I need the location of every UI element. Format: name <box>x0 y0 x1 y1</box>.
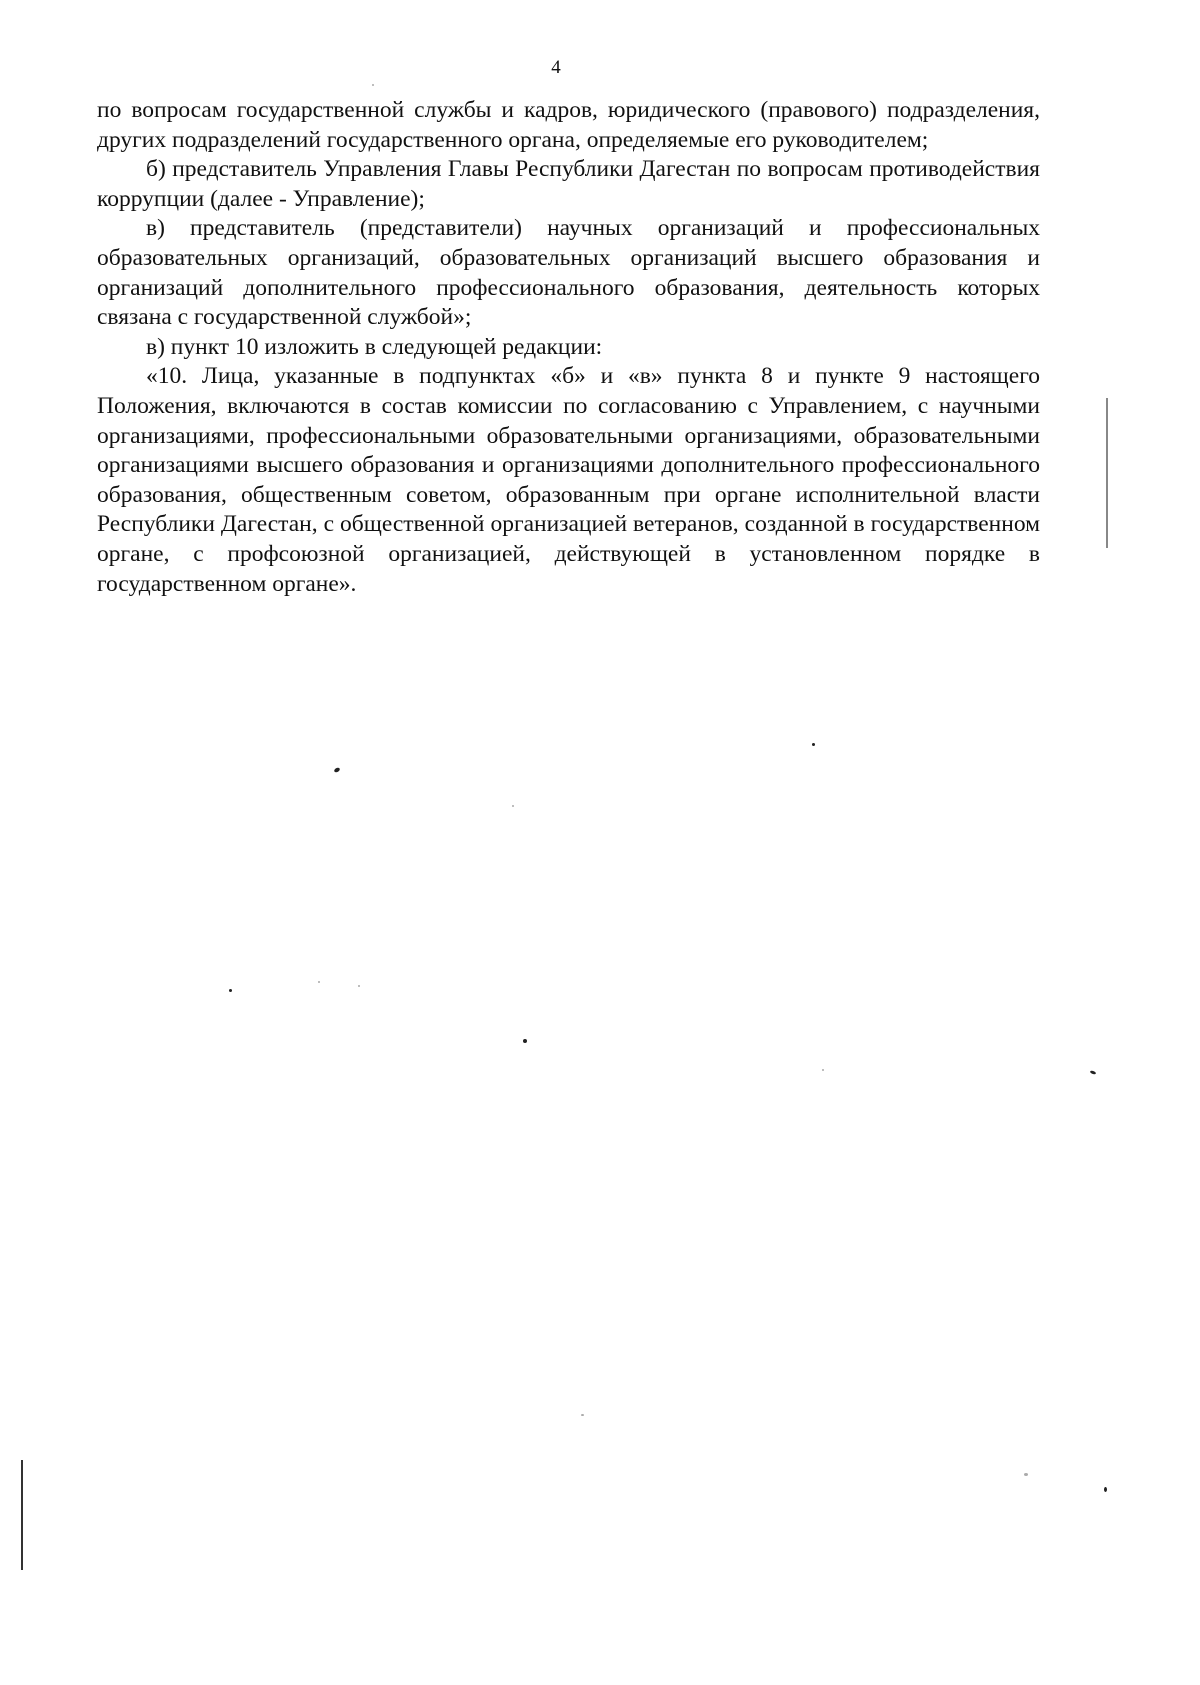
scan-edge-line <box>1106 398 1108 548</box>
scan-speck <box>318 981 320 983</box>
scan-speck <box>372 84 374 86</box>
scan-speck <box>822 1069 824 1071</box>
document-body <box>97 96 1040 599</box>
scan-speck <box>512 805 514 807</box>
scan-speck <box>333 767 340 773</box>
scan-speck <box>1104 1487 1107 1492</box>
scan-speck <box>1090 1070 1097 1075</box>
scan-speck <box>523 1039 527 1043</box>
paragraph-continuation: по вопросам государственной службы и кадров, юридического (правового) подразделения, других подразделений государственного органа, определяемые его руководителем; <box>97 97 1040 153</box>
page-number: 4 <box>551 57 561 78</box>
scan-speck <box>1024 1473 1028 1476</box>
paragraph-amendment-point-10: в) пункт 10 изложить в следующей редакции: <box>146 333 603 360</box>
scan-speck <box>229 989 232 992</box>
paragraph-point-10-text: «10. Лица, указанные в подпунктах «б» и «в» пункта 8 и пункте 9 настоящего Положения, включаются в состав комиссии по согласованию с Управлением, с научными организациями, профессиональными образовательными организациями, образовательными организациями высшего образования и организациями дополнительного профессионального образования, общественным советом, образованным при органе исполнительной власти Республики Дагестан, с общественной организацией ветеранов, созданной в государственном органе, с профсоюзной организацией, действующей в установленном порядке в государственном органе». <box>97 363 1040 597</box>
paragraph-item-v: в) представитель (представители) научных организаций и профессиональных образовательных организаций, образовательных организаций высшего образования и организаций дополнительного профессионального образования, деятельность которых связана с государственной службой»; <box>97 215 1040 331</box>
scan-speck <box>358 985 360 987</box>
scan-speck <box>581 1414 584 1416</box>
scan-edge-line <box>21 1460 23 1570</box>
scan-speck <box>812 743 815 746</box>
paragraph-item-b: б) представитель Управления Главы Республики Дагестан по вопросам противодействия коррупции (далее - Управление); <box>97 156 1040 212</box>
